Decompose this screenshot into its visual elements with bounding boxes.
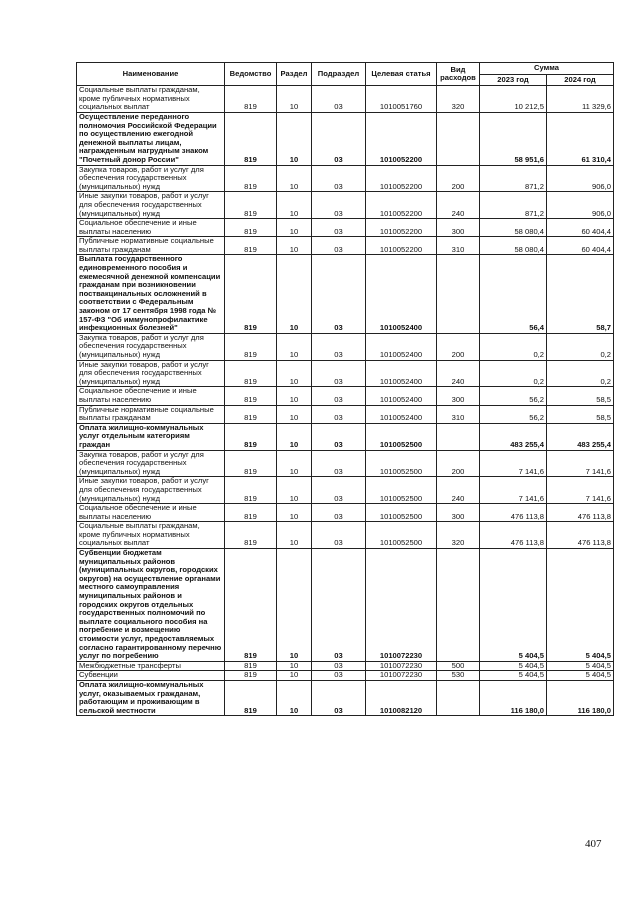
table-row xyxy=(77,549,614,662)
table-row xyxy=(77,237,614,255)
row-name: Субвенции бюджетам муниципальных районов (муниципальных округов, городских округов) на осуществление органами местного самоуправления муниципальных районов и городских округов отдельных государственных полномочий по выплате социального пособия на погребение и возмещению стоимости услуг, предоставляемых согласно гарантированному перечню услуг по погребению xyxy=(77,549,225,662)
row-section: 10 xyxy=(277,333,312,360)
row-type xyxy=(437,680,480,715)
row-target: 1010052400 xyxy=(366,360,437,387)
row-target: 1010052500 xyxy=(366,423,437,450)
row-sum-2024: 7 141,6 xyxy=(547,450,614,477)
row-target: 1010052200 xyxy=(366,165,437,192)
header-year-2023: 2023 год xyxy=(480,74,547,86)
row-sum-2024: 906,0 xyxy=(547,192,614,219)
row-subsection: 03 xyxy=(312,450,366,477)
row-type: 310 xyxy=(437,405,480,423)
row-sum-2024: 11 329,6 xyxy=(547,86,614,113)
row-section: 10 xyxy=(277,165,312,192)
row-dept: 819 xyxy=(225,255,277,333)
row-type: 300 xyxy=(437,219,480,237)
budget-table-container xyxy=(76,62,613,716)
row-section: 10 xyxy=(277,504,312,522)
row-target: 1010072230 xyxy=(366,661,437,671)
row-subsection: 03 xyxy=(312,522,366,549)
row-subsection: 03 xyxy=(312,165,366,192)
row-name: Публичные нормативные социальные выплаты гражданам xyxy=(77,237,225,255)
row-sum-2023: 10 212,5 xyxy=(480,86,547,113)
row-type: 240 xyxy=(437,360,480,387)
row-dept: 819 xyxy=(225,86,277,113)
row-sum-2024: 61 310,4 xyxy=(547,112,614,165)
row-section: 10 xyxy=(277,387,312,405)
row-subsection: 03 xyxy=(312,680,366,715)
row-dept: 819 xyxy=(225,360,277,387)
row-sum-2023: 0,2 xyxy=(480,360,547,387)
row-sum-2024: 476 113,8 xyxy=(547,522,614,549)
row-type xyxy=(437,549,480,662)
row-type: 300 xyxy=(437,504,480,522)
table-row xyxy=(77,192,614,219)
row-target: 1010052400 xyxy=(366,255,437,333)
row-sum-2023: 483 255,4 xyxy=(480,423,547,450)
row-section: 10 xyxy=(277,192,312,219)
row-dept: 819 xyxy=(225,192,277,219)
row-section: 10 xyxy=(277,549,312,662)
row-subsection: 03 xyxy=(312,504,366,522)
table-body xyxy=(77,86,614,716)
row-sum-2024: 58,5 xyxy=(547,387,614,405)
table-row xyxy=(77,522,614,549)
row-dept: 819 xyxy=(225,333,277,360)
row-name: Закупка товаров, работ и услуг для обеспечения государственных (муниципальных) нужд xyxy=(77,165,225,192)
row-dept: 819 xyxy=(225,549,277,662)
row-subsection: 03 xyxy=(312,219,366,237)
row-sum-2024: 7 141,6 xyxy=(547,477,614,504)
row-dept: 819 xyxy=(225,165,277,192)
row-dept: 819 xyxy=(225,405,277,423)
table-row xyxy=(77,219,614,237)
row-type: 200 xyxy=(437,450,480,477)
row-name: Закупка товаров, работ и услуг для обеспечения государственных (муниципальных) нужд xyxy=(77,333,225,360)
row-sum-2023: 58 080,4 xyxy=(480,219,547,237)
row-section: 10 xyxy=(277,86,312,113)
row-name: Оплата жилищно-коммунальных услуг отдельным категориям граждан xyxy=(77,423,225,450)
row-target: 1010072230 xyxy=(366,549,437,662)
header-subsection: Подраздел xyxy=(312,63,366,86)
header-year-2024: 2024 год xyxy=(547,74,614,86)
row-sum-2024: 116 180,0 xyxy=(547,680,614,715)
row-sum-2023: 0,2 xyxy=(480,333,547,360)
row-sum-2023: 56,4 xyxy=(480,255,547,333)
row-subsection: 03 xyxy=(312,192,366,219)
row-sum-2024: 5 404,5 xyxy=(547,661,614,671)
row-target: 1010052200 xyxy=(366,219,437,237)
row-target: 1010052200 xyxy=(366,112,437,165)
table-row xyxy=(77,477,614,504)
row-type xyxy=(437,423,480,450)
row-subsection: 03 xyxy=(312,387,366,405)
row-section: 10 xyxy=(277,423,312,450)
row-type: 530 xyxy=(437,671,480,681)
row-dept: 819 xyxy=(225,504,277,522)
row-type: 310 xyxy=(437,237,480,255)
table-row xyxy=(77,680,614,715)
row-dept: 819 xyxy=(225,661,277,671)
row-name: Выплата государственного единовременного пособия и ежемесячной денежной компенсации гражданам при возникновении поствакцинальных осложнений в соответствии с Федеральным законом от 17 сентября 1998 года № 157-ФЗ "Об иммунопрофилактике инфекционных болезней" xyxy=(77,255,225,333)
row-sum-2023: 871,2 xyxy=(480,165,547,192)
row-target: 1010051760 xyxy=(366,86,437,113)
row-sum-2024: 476 113,8 xyxy=(547,504,614,522)
row-sum-2024: 906,0 xyxy=(547,165,614,192)
row-sum-2024: 0,2 xyxy=(547,333,614,360)
row-type: 300 xyxy=(437,387,480,405)
row-name: Иные закупки товаров, работ и услуг для обеспечения государственных (муниципальных) нужд xyxy=(77,477,225,504)
row-subsection: 03 xyxy=(312,237,366,255)
row-sum-2023: 476 113,8 xyxy=(480,504,547,522)
row-dept: 819 xyxy=(225,423,277,450)
header-name: Наименование xyxy=(77,63,225,86)
row-type xyxy=(437,255,480,333)
row-type: 500 xyxy=(437,661,480,671)
row-sum-2024: 58,7 xyxy=(547,255,614,333)
row-target: 1010052400 xyxy=(366,333,437,360)
row-target: 1010052500 xyxy=(366,477,437,504)
row-target: 1010082120 xyxy=(366,680,437,715)
row-name: Закупка товаров, работ и услуг для обеспечения государственных (муниципальных) нужд xyxy=(77,450,225,477)
row-type xyxy=(437,112,480,165)
row-subsection: 03 xyxy=(312,671,366,681)
row-name: Межбюджетные трансферты xyxy=(77,661,225,671)
row-sum-2023: 5 404,5 xyxy=(480,549,547,662)
row-section: 10 xyxy=(277,255,312,333)
row-subsection: 03 xyxy=(312,423,366,450)
row-section: 10 xyxy=(277,237,312,255)
row-target: 1010072230 xyxy=(366,671,437,681)
row-subsection: 03 xyxy=(312,255,366,333)
row-subsection: 03 xyxy=(312,112,366,165)
row-name: Социальное обеспечение и иные выплаты населению xyxy=(77,504,225,522)
row-dept: 819 xyxy=(225,450,277,477)
row-sum-2024: 60 404,4 xyxy=(547,237,614,255)
table-row xyxy=(77,333,614,360)
table-row xyxy=(77,112,614,165)
row-sum-2023: 7 141,6 xyxy=(480,477,547,504)
row-dept: 819 xyxy=(225,237,277,255)
row-name: Социальное обеспечение и иные выплаты населению xyxy=(77,387,225,405)
row-type: 200 xyxy=(437,333,480,360)
row-sum-2024: 5 404,5 xyxy=(547,671,614,681)
row-name: Социальное обеспечение и иные выплаты населению xyxy=(77,219,225,237)
header-section: Раздел xyxy=(277,63,312,86)
header-sum: Сумма xyxy=(480,63,614,75)
row-name: Осуществление переданного полномочия Российской Федерации по осуществлению ежегодной денежной выплаты лицам, награжденным нагрудным знаком "Почетный донор России" xyxy=(77,112,225,165)
row-dept: 819 xyxy=(225,387,277,405)
row-dept: 819 xyxy=(225,522,277,549)
table-row xyxy=(77,360,614,387)
row-type: 240 xyxy=(437,477,480,504)
row-sum-2023: 56,2 xyxy=(480,405,547,423)
row-type: 240 xyxy=(437,192,480,219)
row-subsection: 03 xyxy=(312,549,366,662)
page-number: 407 xyxy=(585,838,602,850)
table-row xyxy=(77,671,614,681)
row-sum-2023: 7 141,6 xyxy=(480,450,547,477)
table-row xyxy=(77,255,614,333)
row-section: 10 xyxy=(277,661,312,671)
row-target: 1010052500 xyxy=(366,450,437,477)
row-sum-2023: 116 180,0 xyxy=(480,680,547,715)
row-sum-2023: 5 404,5 xyxy=(480,671,547,681)
row-type: 200 xyxy=(437,165,480,192)
header-dept: Ведомство xyxy=(225,63,277,86)
row-section: 10 xyxy=(277,477,312,504)
row-dept: 819 xyxy=(225,680,277,715)
row-sum-2023: 58 080,4 xyxy=(480,237,547,255)
table-row xyxy=(77,423,614,450)
row-type: 320 xyxy=(437,522,480,549)
table-row xyxy=(77,405,614,423)
budget-table xyxy=(76,62,614,716)
row-name: Иные закупки товаров, работ и услуг для обеспечения государственных (муниципальных) нужд xyxy=(77,192,225,219)
row-sum-2024: 60 404,4 xyxy=(547,219,614,237)
row-subsection: 03 xyxy=(312,405,366,423)
row-name: Субвенции xyxy=(77,671,225,681)
row-name: Публичные нормативные социальные выплаты гражданам xyxy=(77,405,225,423)
table-row xyxy=(77,450,614,477)
table-header xyxy=(77,63,614,86)
row-subsection: 03 xyxy=(312,360,366,387)
header-type: Вид расходов xyxy=(437,63,480,86)
row-dept: 819 xyxy=(225,219,277,237)
row-target: 1010052500 xyxy=(366,522,437,549)
row-subsection: 03 xyxy=(312,477,366,504)
header-target: Целевая статья xyxy=(366,63,437,86)
row-section: 10 xyxy=(277,360,312,387)
row-dept: 819 xyxy=(225,671,277,681)
row-sum-2023: 56,2 xyxy=(480,387,547,405)
row-name: Социальные выплаты гражданам, кроме публичных нормативных социальных выплат xyxy=(77,522,225,549)
row-sum-2023: 58 951,6 xyxy=(480,112,547,165)
row-name: Социальные выплаты гражданам, кроме публичных нормативных социальных выплат xyxy=(77,86,225,113)
row-sum-2023: 871,2 xyxy=(480,192,547,219)
row-sum-2024: 5 404,5 xyxy=(547,549,614,662)
row-section: 10 xyxy=(277,112,312,165)
row-target: 1010052400 xyxy=(366,405,437,423)
table-row xyxy=(77,165,614,192)
row-subsection: 03 xyxy=(312,333,366,360)
row-sum-2024: 58,5 xyxy=(547,405,614,423)
row-target: 1010052200 xyxy=(366,237,437,255)
table-row xyxy=(77,504,614,522)
row-name: Оплата жилищно-коммунальных услуг, оказываемых гражданам, работающим и проживающим в сельской местности xyxy=(77,680,225,715)
row-subsection: 03 xyxy=(312,661,366,671)
row-type: 320 xyxy=(437,86,480,113)
table-row xyxy=(77,661,614,671)
row-target: 1010052200 xyxy=(366,192,437,219)
row-section: 10 xyxy=(277,219,312,237)
row-sum-2024: 0,2 xyxy=(547,360,614,387)
row-section: 10 xyxy=(277,680,312,715)
row-section: 10 xyxy=(277,671,312,681)
row-sum-2024: 483 255,4 xyxy=(547,423,614,450)
row-dept: 819 xyxy=(225,477,277,504)
row-name: Иные закупки товаров, работ и услуг для обеспечения государственных (муниципальных) нужд xyxy=(77,360,225,387)
row-subsection: 03 xyxy=(312,86,366,113)
row-target: 1010052400 xyxy=(366,387,437,405)
row-section: 10 xyxy=(277,522,312,549)
row-section: 10 xyxy=(277,450,312,477)
row-sum-2023: 476 113,8 xyxy=(480,522,547,549)
table-row xyxy=(77,86,614,113)
row-section: 10 xyxy=(277,405,312,423)
row-dept: 819 xyxy=(225,112,277,165)
table-row xyxy=(77,387,614,405)
row-target: 1010052500 xyxy=(366,504,437,522)
row-sum-2023: 5 404,5 xyxy=(480,661,547,671)
